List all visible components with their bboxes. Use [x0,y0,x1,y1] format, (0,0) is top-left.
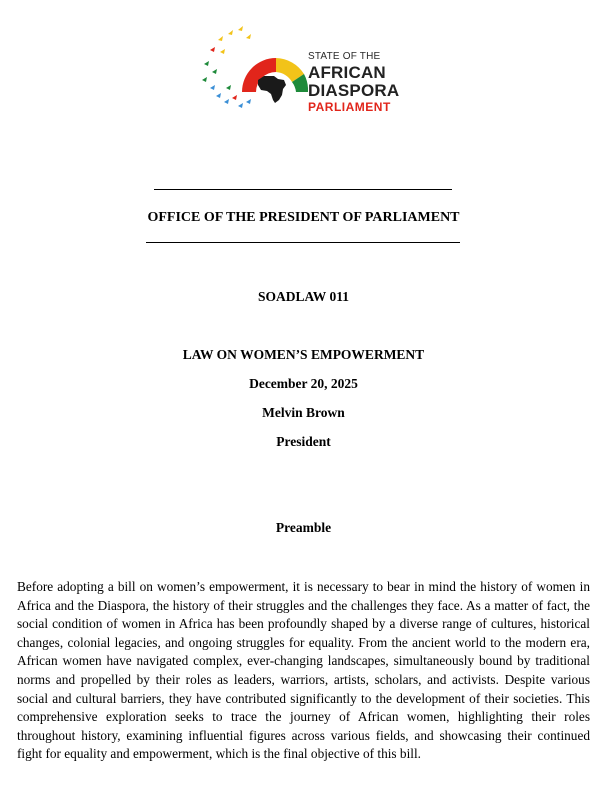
president-name: Melvin Brown [262,405,345,420]
logo-wordmark [308,52,399,113]
logo-line-1: STATE OF THE [308,51,381,62]
logo-line-3: DIASPORA [308,81,400,100]
parliament-logo [196,24,416,124]
logo-line-2: AFRICAN [308,63,386,82]
law-title: LAW ON WOMEN’S EMPOWERMENT [182,347,425,362]
bottom-divider [146,242,460,243]
office-title: OFFICE OF THE PRESIDENT OF PARLIAMENT [147,210,460,225]
logo-line-4: PARLIAMENT [308,100,391,114]
top-divider [154,189,452,190]
president-role: President [276,434,331,449]
birds-and-africa-emblem-icon [196,24,308,124]
law-code: SOADLAW 011 [258,289,349,304]
birds-icon [202,26,251,108]
preamble-paragraph: Before adopting a bill on women’s empowerment, it is necessary to bear in mind the history of women in Africa and the Diaspora, the history of their struggles and the challenges they face. As a matter of fact, the social condition of women in Africa has been profoundly shaped by a diverse range of cultures, historical changes, colonial legacies, and ongoing struggles for equality. From the ancient world to the modern era, African women have navigated complex, ever-changing landscapes, simultaneously bound by traditional norms and propelled by their roles as leaders, warriors, artists, scholars, and activists. Despite various social and cultural barriers, they have contributed significantly to the development of their societies. This comprehensive exploration seeks to trace the journey of African women, highlighting their roles throughout history, examining influential figures across various fields, and showcasing their continued fight for equality and empowerment, which is the final objective of this bill. [17,579,590,762]
law-date: December 20, 2025 [249,376,358,391]
preamble-heading: Preamble [275,520,332,535]
